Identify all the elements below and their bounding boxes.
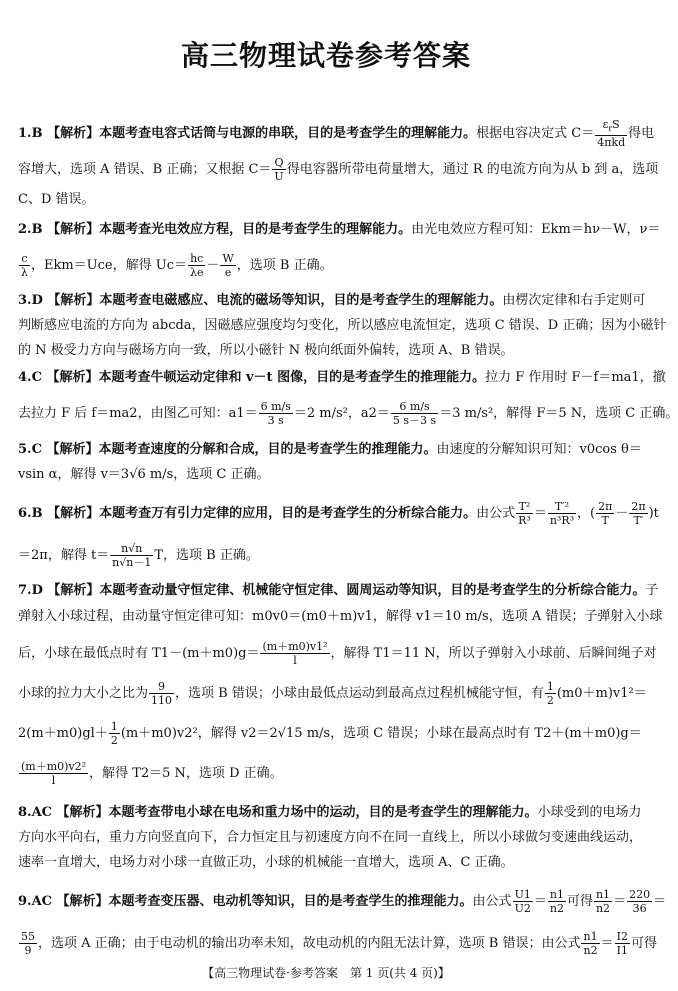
q4-text-1: 拉力 F 作用时 F－f＝ma1，撤 xyxy=(485,370,666,385)
q6-frac1-num: T² xyxy=(516,500,533,514)
q9-line-1 xyxy=(18,888,666,915)
q7-frac4-num: 1 xyxy=(110,720,118,733)
q9-frac5-num: 55 xyxy=(21,930,35,943)
q6-frac-4 xyxy=(629,500,647,527)
q9-frac-6 xyxy=(581,930,599,957)
q2-frac-hc xyxy=(188,252,205,279)
q7-text-3a: 后，小球在最低点时有 T1－(m＋m0)g＝ xyxy=(18,646,260,661)
q2-lead: 本题考查光电效应方程，目的是考查学生的理解能力。 xyxy=(99,222,412,237)
q6-frac5-den: n√n－1 xyxy=(112,556,152,569)
q9-frac-3 xyxy=(594,888,612,915)
q3-text-1: 由楞次定律和右手定则可 xyxy=(502,293,646,308)
q7-frac2-num: 9 xyxy=(149,680,174,694)
q2-frac-c-lambda xyxy=(19,252,30,279)
q9-text-1e: ＝ xyxy=(653,894,667,909)
q3-head: 3.D 【解析】 xyxy=(18,293,100,308)
q9-frac3-den: n2 xyxy=(595,902,611,915)
q4-frac-a2 xyxy=(391,400,438,427)
q8-line-1 xyxy=(18,805,642,821)
q8-text-1: 小球受到的电场力 xyxy=(537,805,642,820)
q7-frac2-den: 110 xyxy=(151,694,173,707)
q6-frac-1 xyxy=(516,500,533,527)
q2-text-2a: ，Ekm＝Uce，解得 Uc＝ xyxy=(30,258,187,273)
q1-frac2-den: U xyxy=(274,170,284,183)
q1-frac-capacitance xyxy=(595,118,627,149)
q6-frac-3 xyxy=(596,500,614,527)
q7-text-4c: (m0＋m)v1²＝ xyxy=(556,686,647,701)
q9-line-2 xyxy=(18,930,657,957)
q2-line-1 xyxy=(18,222,660,238)
q4-frac2-den: 5 s－3 s xyxy=(392,414,437,427)
q6-frac4-num: 2π xyxy=(631,500,646,513)
q4-head: 4.C 【解析】 xyxy=(18,370,99,385)
q3-line-2: 判断感应电流的方向为 abcda，因磁感应强度均匀变化，所以感应电流恒定，选项 C 错误、D 正确；因为小磁针 xyxy=(18,318,667,333)
q6-text-2a: ＝2π，解得 t＝ xyxy=(18,548,110,563)
q7-text-1: 子 xyxy=(645,583,659,598)
q4-text-2c: ＝3 m/s²，解得 F＝5 N，选项 C 正确。 xyxy=(439,406,678,421)
q9-frac-1 xyxy=(513,888,533,915)
q2-text-2b: － xyxy=(206,258,220,273)
q7-line-1 xyxy=(18,583,658,599)
q7-text-4a: 小球的拉力大小之比为 xyxy=(18,686,149,701)
q9-text-1a: 由公式 xyxy=(472,894,512,909)
q9-frac7-den: I1 xyxy=(616,944,628,957)
q9-frac4-num: 220 xyxy=(629,888,651,901)
q3-line-1 xyxy=(18,293,645,309)
q7-frac5-num: (m＋m0)v2² xyxy=(21,760,87,773)
q1-text-2a: 容增大，选项 A 错误、B 正确；又根据 C＝ xyxy=(18,162,272,177)
q6-frac4-den: T′ xyxy=(633,514,644,527)
q1-frac2-num: Q xyxy=(272,156,285,170)
q6-frac1-den: R³ xyxy=(518,514,531,527)
q6-frac2-num: T′² xyxy=(548,500,576,514)
q9-text-2c: 可得 xyxy=(630,936,657,951)
q7-line-6 xyxy=(18,760,283,787)
q1-frac-num-b: S xyxy=(612,118,620,131)
q9-frac6-num: n1 xyxy=(583,930,598,943)
q8-line-2: 方向水平向右，重力方向竖直向下，合力恒定且与初速度方向不在同一直线上，所以小球做匀变速曲线运动， xyxy=(18,830,643,845)
q5-line-1 xyxy=(18,442,642,458)
q9-frac1-num: U1 xyxy=(514,888,531,901)
q9-frac2-den: n2 xyxy=(549,902,564,915)
q6-frac2-den: n³R³ xyxy=(549,514,575,527)
q6-frac-5 xyxy=(110,542,153,569)
q4-frac1-den: 3 s xyxy=(267,414,284,427)
q9-lead: 本题考查变压器、电动机等知识，目的是考查学生的推理能力。 xyxy=(108,894,473,909)
q7-line-5 xyxy=(18,720,642,747)
q1-frac-qu xyxy=(272,156,285,183)
q1-line-2 xyxy=(18,156,658,183)
q1-text-2b: 得电容器所带电荷量增大，通过 R 的电流方向为从 b 到 a，选项 xyxy=(286,162,659,177)
q7-frac-1 xyxy=(260,640,329,667)
q9-frac5-den: 9 xyxy=(24,944,32,957)
q6-frac5-num: n√n xyxy=(110,542,153,556)
q1-text-1a: 根据电容决定式 C＝ xyxy=(476,126,595,142)
q2-frac-w xyxy=(220,252,235,279)
q7-text-6: ，解得 T2＝5 N，选项 D 正确。 xyxy=(89,766,283,781)
q9-text-1c: 可得 xyxy=(566,894,593,909)
q9-frac1-den: U2 xyxy=(514,902,531,915)
q7-line-2: 弹射入小球过程，由动量守恒定律可知：m0v0＝(m0＋m)v1，解得 v1＝10 m/s，选项 A 错误；子弹射入小球 xyxy=(18,609,663,624)
q9-frac-4 xyxy=(627,888,652,915)
q9-text-1b: ＝ xyxy=(533,894,547,909)
q7-text-4b: ，选项 B 错误；小球由最低点运动到最高点过程机械能守恒，有 xyxy=(175,686,544,701)
q2-head: 2.B 【解析】 xyxy=(18,222,100,237)
q9-text-2a: ，选项 A 正确；由于电动机的输出功率未知，故电动机的内阻无法计算，选项 B 错误；由公式 xyxy=(38,936,581,951)
q7-frac3-den: 2 xyxy=(546,694,554,707)
q9-frac2-num: n1 xyxy=(549,888,564,901)
q4-line-2 xyxy=(18,400,678,427)
q7-text-5b: (m＋m0)v2²，解得 v2＝2√15 m/s，选项 C 错误；小球在最高点时有 T2＋(m＋m0)g＝ xyxy=(120,726,642,741)
q2-line-2 xyxy=(18,252,333,279)
q6-text-2b: T，选项 B 正确。 xyxy=(154,548,259,563)
q7-line-3 xyxy=(18,640,657,667)
q5-line-2: vsin α，解得 v＝3√6 m/s，选项 C 正确。 xyxy=(18,467,270,482)
q2-text-1: 由光电效应方程可知：Ekm＝hν－W，ν＝ xyxy=(411,222,661,237)
q2-frac3-den: e xyxy=(224,266,232,279)
q3-line-3: 的 N 极受力方向与磁场方向一致，所以小磁针 N 极向纸面外偏转，选项 A、B 错误。 xyxy=(18,343,514,358)
q1-frac-den: 4πkd xyxy=(597,136,626,150)
q7-frac1-den: l xyxy=(293,654,297,667)
q9-frac4-den: 36 xyxy=(632,902,647,915)
q6-text-1b: ＝ xyxy=(533,506,547,521)
q6-lead: 本题考查万有引力定律的应用，目的是考查学生的分析综合能力。 xyxy=(99,506,477,521)
q9-frac-7 xyxy=(615,930,630,957)
q1-line-1 xyxy=(18,118,654,149)
q7-lead: 本题考查动量守恒定律、机械能守恒定律、圆周运动等知识，目的是考查学生的分析综合能力。 xyxy=(99,583,646,598)
q1-head: 1.B 【解析】 xyxy=(18,126,100,142)
q9-frac7-num: I2 xyxy=(616,930,628,943)
q6-head: 6.B 【解析】 xyxy=(18,506,100,521)
q6-line-1 xyxy=(18,500,659,527)
q1-lead: 本题考查电容式话筒与电源的串联，目的是考查学生的理解能力。 xyxy=(99,126,477,142)
q4-frac1-num: 6 m/s xyxy=(260,400,291,413)
q6-text-1a: 由公式 xyxy=(476,506,516,521)
q6-frac3-den: T xyxy=(601,514,609,527)
q8-head: 8.AC 【解析】 xyxy=(18,805,109,820)
q7-frac-2 xyxy=(149,680,174,707)
q6-frac3-num: 2π xyxy=(598,500,613,513)
q4-lead: 本题考查牛顿运动定律和 v－t 图像，目的是考查学生的推理能力。 xyxy=(98,370,486,385)
q7-frac-5 xyxy=(19,760,88,787)
q1-text-1b: 得电 xyxy=(628,126,655,142)
q2-text-2c: ，选项 B 正确。 xyxy=(236,258,333,273)
q7-text-3b: ，解得 T1＝11 N，所以子弹射入小球前、后瞬间绳子对 xyxy=(330,646,657,661)
q9-head: 9.AC 【解析】 xyxy=(18,894,109,909)
q2-frac2-num: hc xyxy=(188,252,205,266)
q4-text-2a: 去拉力 F 后 f＝ma2，由图乙可知：a1＝ xyxy=(18,406,258,421)
q9-text-1d: ＝ xyxy=(613,894,627,909)
q3-lead: 本题考查电磁感应、电流的磁场等知识，目的是考查学生的理解能力。 xyxy=(99,293,503,308)
q6-frac-2 xyxy=(548,500,576,527)
q6-text-1e: )t xyxy=(648,506,659,521)
q4-line-1 xyxy=(18,370,666,386)
q1-line-3: C、D 错误。 xyxy=(18,192,95,207)
q9-frac-2 xyxy=(548,888,566,915)
q5-head: 5.C 【解析】 xyxy=(18,442,99,457)
q7-head: 7.D 【解析】 xyxy=(18,583,100,598)
page-title: 高三物理试卷参考答案 xyxy=(180,39,471,72)
q7-frac4-den: 2 xyxy=(110,734,118,747)
q2-frac2-den: λe xyxy=(189,266,204,279)
q2-frac1-den: λ xyxy=(21,266,28,279)
q4-text-2b: ＝2 m/s²，a2＝ xyxy=(293,406,390,421)
q6-text-1c: ，( xyxy=(577,506,596,521)
q9-frac3-num: n1 xyxy=(595,888,611,901)
q2-frac1-num: c xyxy=(19,252,30,266)
q4-frac2-num: 6 m/s xyxy=(391,400,438,414)
page-footer: 【高三物理试卷·参考答案 第 1 页(共 4 页)】 xyxy=(202,966,450,980)
q7-frac3-num: 1 xyxy=(546,680,554,693)
q7-frac1-num: (m＋m0)v1² xyxy=(262,640,328,653)
q6-line-2 xyxy=(18,542,259,569)
q9-text-2b: ＝ xyxy=(600,936,614,951)
q6-text-1d: － xyxy=(615,506,629,521)
q7-frac-3 xyxy=(545,680,556,707)
q1-frac-num-sub: r xyxy=(608,124,613,134)
q7-frac5-den: l xyxy=(51,774,56,787)
q4-frac-a1 xyxy=(259,400,293,427)
q9-frac6-den: n2 xyxy=(583,944,598,957)
q5-text-1: 由速度的分解知识可知：v0cos θ＝ xyxy=(436,442,642,457)
q7-text-5a: 2(m＋m0)gl＋ xyxy=(18,726,108,741)
q1-frac-num-a: ε xyxy=(602,118,609,131)
q2-frac3-num: W xyxy=(222,252,234,265)
q9-frac-5 xyxy=(19,930,37,957)
q8-line-3: 速率一直增大，电场力对小球一直做正功，小球的机械能一直增大，选项 A、C 正确。 xyxy=(18,855,514,870)
q8-lead: 本题考查带电小球在电场和重力场中的运动，目的是考查学生的理解能力。 xyxy=(108,805,538,820)
q7-line-4 xyxy=(18,680,647,707)
q7-frac-4 xyxy=(109,720,120,747)
q5-lead: 本题考查速度的分解和合成，目的是考查学生的推理能力。 xyxy=(98,442,437,457)
